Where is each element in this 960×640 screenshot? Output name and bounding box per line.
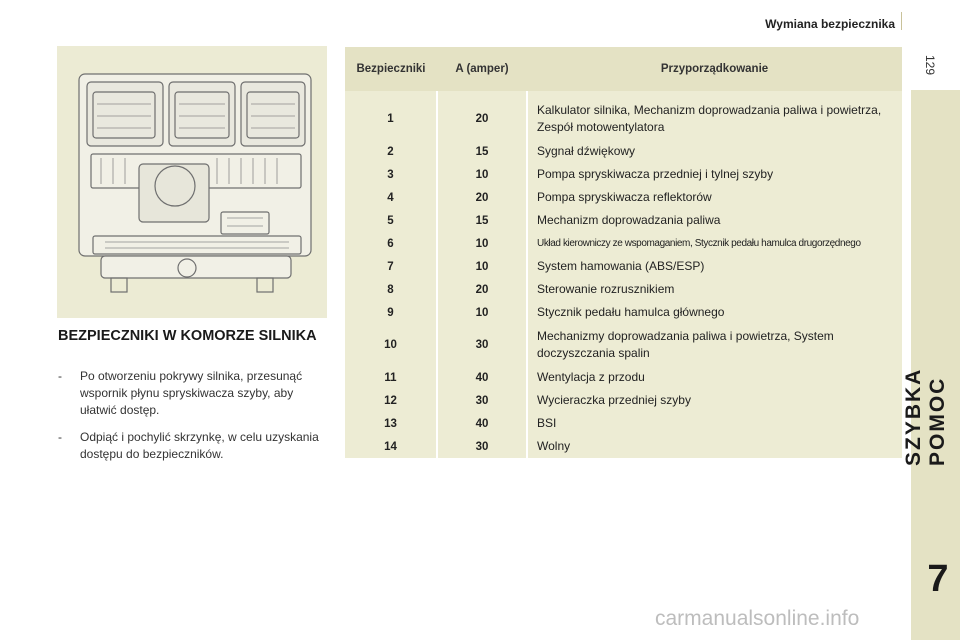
fuse-assignment: Mechanizm doprowadzania paliwa [527,209,902,232]
fuse-assignment: Wolny [527,435,902,458]
fuse-amperage: 10 [437,232,527,255]
fuse-amperage: 15 [437,140,527,163]
page-number: 129 [923,54,937,76]
fuse-amperage: 15 [437,209,527,232]
chapter-number: 7 [927,558,949,600]
fuse-assignment: System hamowania (ABS/ESP) [527,255,902,278]
fuse-assignment: Pompa spryskiwacza przedniej i tylnej szyby [527,163,902,186]
fuse-assignment: Kalkulator silnika, Mechanizm doprowadzania paliwa i powietrza, Zespół motowentylatora [527,98,902,140]
fuse-number: 4 [345,186,437,209]
fuse-amperage: 30 [437,435,527,458]
column-header-assignment: Przyporządkowanie [527,47,902,91]
fuse-amperage: 20 [437,98,527,140]
table-row [345,140,902,163]
fuse-amperage: 10 [437,255,527,278]
instruction-item [58,368,333,419]
section-heading: BEZPIECZNIKI W KOMORZE SILNIKA [58,328,317,344]
list-dash: - [58,369,62,383]
fuse-assignment: BSI [527,412,902,435]
table-row [345,186,902,209]
fuse-amperage: 20 [437,186,527,209]
chapter-title: SZYBKA POMOC [902,368,949,466]
fuse-amperage: 10 [437,163,527,186]
fuse-amperage: 40 [437,366,527,389]
fuse-amperage: 30 [437,324,527,366]
instruction-text: Odpiąć i pochylić skrzynkę, w celu uzyskania dostępu do bezpieczników. [80,430,319,461]
table-row [345,435,902,458]
watermark: carmanualsonline.info [655,607,860,630]
table-row [345,389,902,412]
fuse-assignment: Sygnał dźwiękowy [527,140,902,163]
page-header-title: Wymiana bezpiecznika [765,17,895,31]
fuse-amperage: 30 [437,389,527,412]
table-row [345,163,902,186]
fuse-assignment: Wentylacja z przodu [527,366,902,389]
fuse-number: 2 [345,140,437,163]
fuse-number: 12 [345,389,437,412]
fuse-number: 8 [345,278,437,301]
fuse-number: 11 [345,366,437,389]
table-spacer [345,91,902,98]
table-header-row [345,47,902,91]
fuse-amperage: 10 [437,301,527,324]
header-divider [901,12,902,30]
fuse-number: 6 [345,232,437,255]
column-header-amp: A (amper) [437,47,527,91]
fuse-box-illustration [57,46,327,318]
table-row [345,324,902,366]
fuse-assignment: Sterowanie rozrusznikiem [527,278,902,301]
table-row [345,366,902,389]
table-row [345,98,902,140]
column-header-fuse: Bezpieczniki [345,47,437,91]
fuse-table [345,47,902,458]
list-dash: - [58,430,62,444]
fuse-number: 10 [345,324,437,366]
table-row [345,255,902,278]
fuse-amperage: 20 [437,278,527,301]
instruction-text: Po otworzeniu pokrywy silnika, przesunąć wspornik płynu spryskiwacza szyby, aby ułatwić dostęp. [80,369,303,417]
table-row [345,232,902,255]
fuse-amperage: 40 [437,412,527,435]
table-row [345,278,902,301]
fuse-assignment: Wycieraczka przedniej szyby [527,389,902,412]
fuse-number: 3 [345,163,437,186]
table-row [345,209,902,232]
fuse-assignment: Układ kierowniczy ze wspomaganiem, Stycznik pedału hamulca drugorzędnego [527,232,902,255]
instruction-item [58,429,333,463]
fuse-number: 9 [345,301,437,324]
fuse-assignment: Stycznik pedału hamulca głównego [527,301,902,324]
table-row [345,412,902,435]
fuse-assignment: Pompa spryskiwacza reflektorów [527,186,902,209]
fuse-number: 7 [345,255,437,278]
fuse-number: 14 [345,435,437,458]
table-row [345,301,902,324]
fuse-number: 13 [345,412,437,435]
fuse-number: 1 [345,98,437,140]
fuse-box-drawing [57,46,327,318]
fuse-assignment: Mechanizmy doprowadzania paliwa i powietrza, System doczyszczania spalin [527,324,902,366]
fuse-number: 5 [345,209,437,232]
instruction-list [58,368,333,473]
